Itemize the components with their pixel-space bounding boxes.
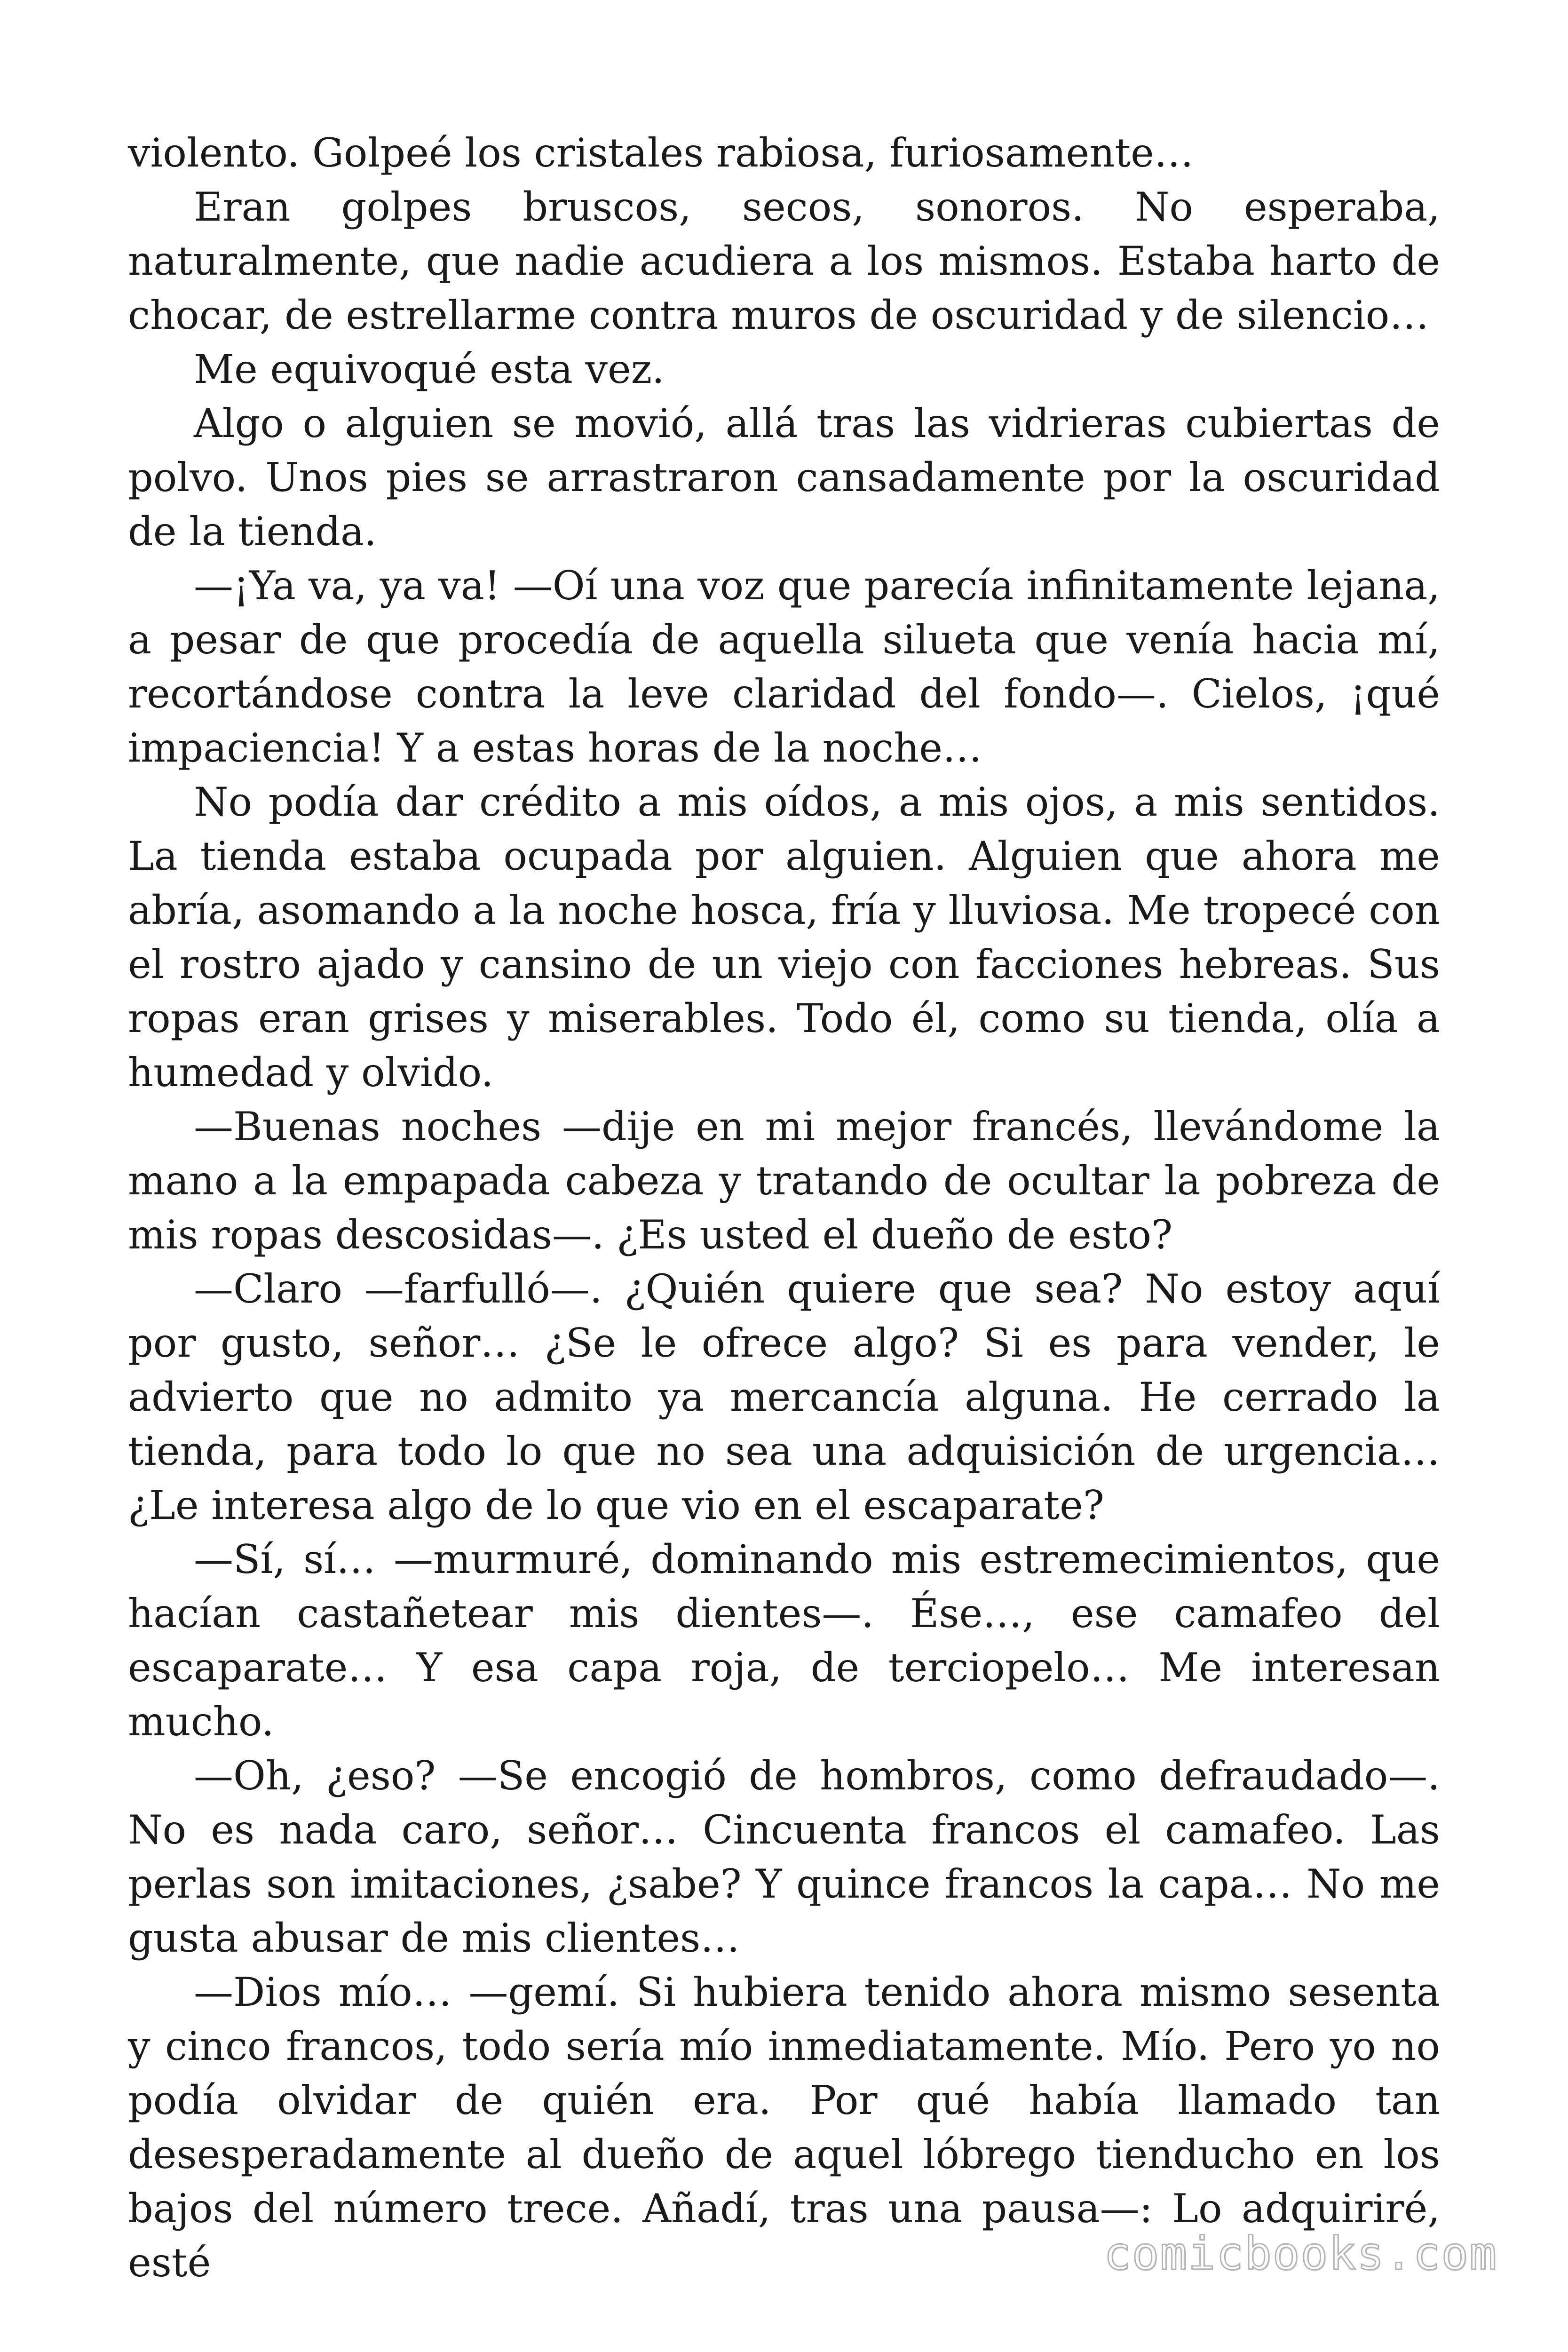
paragraph: —Dios mío… —gemí. Si hubiera tenido ahora mismo sesenta y cinco francos, todo sería mío inmediatamente. Mío. Pero yo no podía olvidar de quién era. Por qué había llamado tan desesperadamente al dueño de aquel lóbrego tienducho en los bajos del número trece. Añadí, tras una pausa—: Lo adquiriré, esté (128, 1969, 1440, 2286)
page-body (128, 126, 1440, 2290)
paragraph: —¡Ya va, ya va! —Oí una voz que parecía infinitamente lejana, a pesar de que procedía de aquella silueta que venía hacia mí, recortándose contra la leve claridad del fondo—. Cielos, ¡qué impaciencia! Y a estas horas de la noche… (128, 563, 1440, 771)
paragraph: Algo o alguien se movió, allá tras las vidrieras cubiertas de polvo. Unos pies se arrastraron cansadamente por la oscuridad de la tienda. (128, 400, 1440, 555)
paragraph: Me equivoqué esta vez. (194, 346, 665, 392)
paragraph: —Buenas noches —dije en mi mejor francés, llevándome la mano a la empapada cabeza y tratando de ocultar la pobreza de mis ropas descosidas—. ¿Es usted el dueño de esto? (128, 1104, 1440, 1258)
paragraph: violento. Golpeé los cristales rabiosa, furiosamente… (128, 130, 1194, 176)
paragraph: —Claro —farfulló—. ¿Quién quiere que sea? No estoy aquí por gusto, señor… ¿Se le ofrece algo? Si es para vender, le advierto que no admito ya mercancía alguna. He cerrado la tienda, para todo lo que no sea una adquisición de urgencia… ¿Le interesa algo de lo que vio en el escaparate? (128, 1266, 1440, 1528)
watermark: comicbooks.com (1103, 2227, 1497, 2280)
paragraph: No podía dar crédito a mis oídos, a mis ojos, a mis sentidos. La tienda estaba ocupada por alguien. Alguien que ahora me abría, asomando a la noche hosca, fría y lluviosa. Me tropecé con el rostro ajado y cansino de un viejo con facciones hebreas. Sus ropas eran grises y miserables. Todo él, como su tienda, olía a humedad y olvido. (128, 779, 1440, 1096)
paragraph: —Sí, sí… —murmuré, dominando mis estremecimientos, que hacían castañetear mis dientes—. Ése…, ese camafeo del escaparate… Y esa capa roja, de terciopelo… Me interesan mucho. (128, 1536, 1440, 1745)
paragraph: —Oh, ¿eso? —Se encogió de hombros, como defraudado—. No es nada caro, señor… Cincuenta francos el camafeo. Las perlas son imitaciones, ¿sabe? Y quince francos la capa… No me gusta abusar de mis clientes… (128, 1753, 1440, 1961)
paragraph: Eran golpes bruscos, secos, sonoros. No esperaba, naturalmente, que nadie acudiera a los mismos. Estaba harto de chocar, de estrellarme contra muros de oscuridad y de silencio… (128, 184, 1440, 338)
